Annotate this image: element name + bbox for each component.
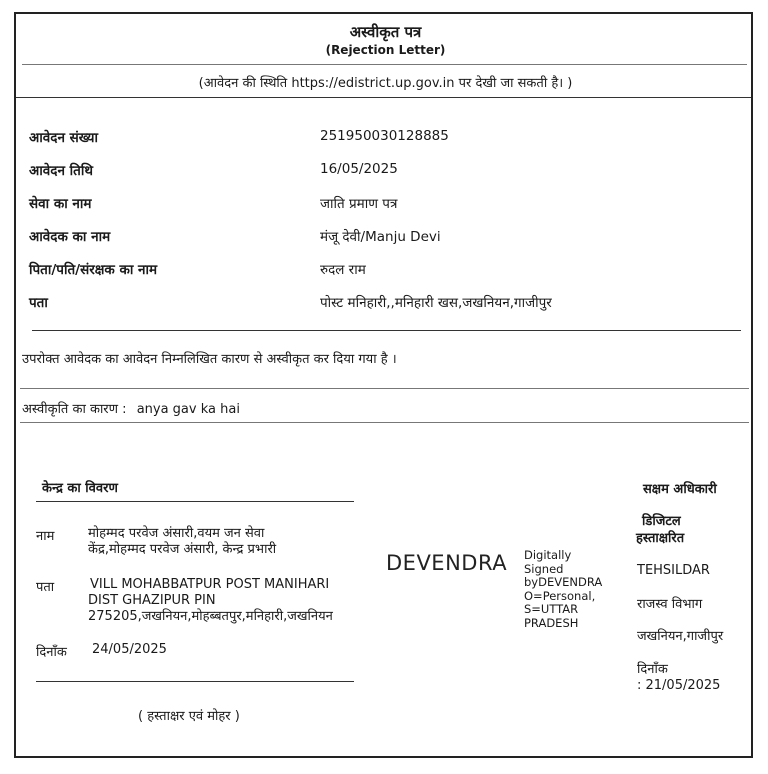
sign-and-seal-note: ( हस्ताक्षर एवं मोहर ) bbox=[138, 709, 240, 724]
applicant-name-label: आवेदक का नाम bbox=[29, 229, 111, 245]
authority-date-value: : 21/05/2025 bbox=[637, 678, 721, 693]
center-name-line: केंद्र,मोहम्मद परवेज अंसारी, केन्द्र प्रभारी bbox=[88, 542, 277, 557]
rejection-statement: उपरोक्त आवेदक का आवेदन निम्नलिखित कारण से अस्वीकृत कर दिया गया है । bbox=[22, 352, 397, 367]
signature-detail-line: PRADESH bbox=[524, 615, 579, 630]
authority-location: जखनियन,गाजीपुर bbox=[637, 629, 724, 644]
service-name-label: सेवा का नाम bbox=[29, 196, 92, 212]
guardian-name-label: पिता/पति/संरक्षक का नाम bbox=[29, 262, 158, 278]
center-name-line: मोहम्मद परवेज अंसारी,वयम जन सेवा bbox=[88, 526, 265, 541]
center-heading: केन्द्र का विवरण bbox=[42, 481, 118, 496]
rejection-reason-value: anya gav ka hai bbox=[136, 402, 240, 417]
status-note: (आवेदन की स्थिति https://edistrict.up.gov.in पर देखी जा सकती है। ) bbox=[198, 76, 573, 91]
center-date-label: दिनाँक bbox=[36, 645, 67, 660]
statement-divider bbox=[20, 388, 749, 389]
application-date-label: आवेदन तिथि bbox=[29, 163, 93, 179]
digitally-signed-line: डिजिटल bbox=[642, 514, 681, 529]
reason-divider bbox=[20, 422, 749, 423]
signature-detail-line: Signed bbox=[524, 561, 564, 576]
address-label: पता bbox=[29, 295, 48, 311]
signature-detail-line: S=UTTAR bbox=[524, 602, 579, 616]
signature-detail-line: byDEVENDRA bbox=[524, 575, 603, 589]
authority-date-label: दिनाँक bbox=[637, 662, 668, 677]
letter-subtitle: (Rejection Letter) bbox=[325, 43, 446, 57]
application-number-value: 251950030128885 bbox=[320, 128, 449, 144]
center-address-label: पता bbox=[36, 580, 55, 595]
header-bottom-rule bbox=[16, 97, 751, 98]
center-name-value bbox=[88, 526, 276, 558]
center-name-label: नाम bbox=[36, 529, 55, 544]
signature-line bbox=[36, 681, 354, 682]
signature-detail-line: Digitally bbox=[524, 548, 572, 562]
guardian-name-value: रुदल राम bbox=[320, 262, 366, 278]
signer-name: DEVENDRA bbox=[386, 551, 508, 575]
application-number-label: आवेदन संख्या bbox=[29, 130, 99, 146]
center-address-value bbox=[88, 577, 333, 625]
letter-title: अस्वीकृत पत्र bbox=[349, 23, 422, 41]
details-divider bbox=[32, 330, 741, 331]
authority-department: राजस्व विभाग bbox=[637, 597, 703, 612]
digitally-signed-line: हस्ताक्षरित bbox=[636, 531, 685, 546]
center-address-line: 275205,जखनियन,मोहब्बतपुर,मनिहारी,जखनियन bbox=[88, 609, 333, 624]
rejection-reason-row bbox=[22, 399, 240, 417]
center-address-line: VILL MOHABBATPUR POST MANIHARI bbox=[90, 577, 330, 592]
address-value: पोस्ट मनिहारी,,मनिहारी खस,जखनियन,गाजीपुर bbox=[320, 295, 552, 311]
center-date-value: 24/05/2025 bbox=[92, 642, 167, 657]
service-name-value: जाति प्रमाण पत्र bbox=[320, 196, 398, 212]
letter-frame bbox=[14, 12, 753, 758]
authority-designation: TEHSILDAR bbox=[637, 563, 710, 578]
rejection-reason-label: अस्वीकृति का कारण : bbox=[22, 402, 127, 417]
authority-heading: सक्षम अधिकारी bbox=[643, 482, 717, 497]
application-date-value: 16/05/2025 bbox=[320, 161, 398, 177]
digitally-signed-label bbox=[636, 513, 684, 547]
center-address-line: DIST GHAZIPUR PIN bbox=[88, 593, 216, 608]
header-divider bbox=[22, 64, 747, 65]
applicant-name-value: मंजू देवी/Manju Devi bbox=[320, 229, 441, 245]
signature-details bbox=[524, 549, 602, 630]
signature-detail-line: O=Personal, bbox=[524, 588, 596, 603]
center-heading-rule bbox=[36, 501, 354, 502]
